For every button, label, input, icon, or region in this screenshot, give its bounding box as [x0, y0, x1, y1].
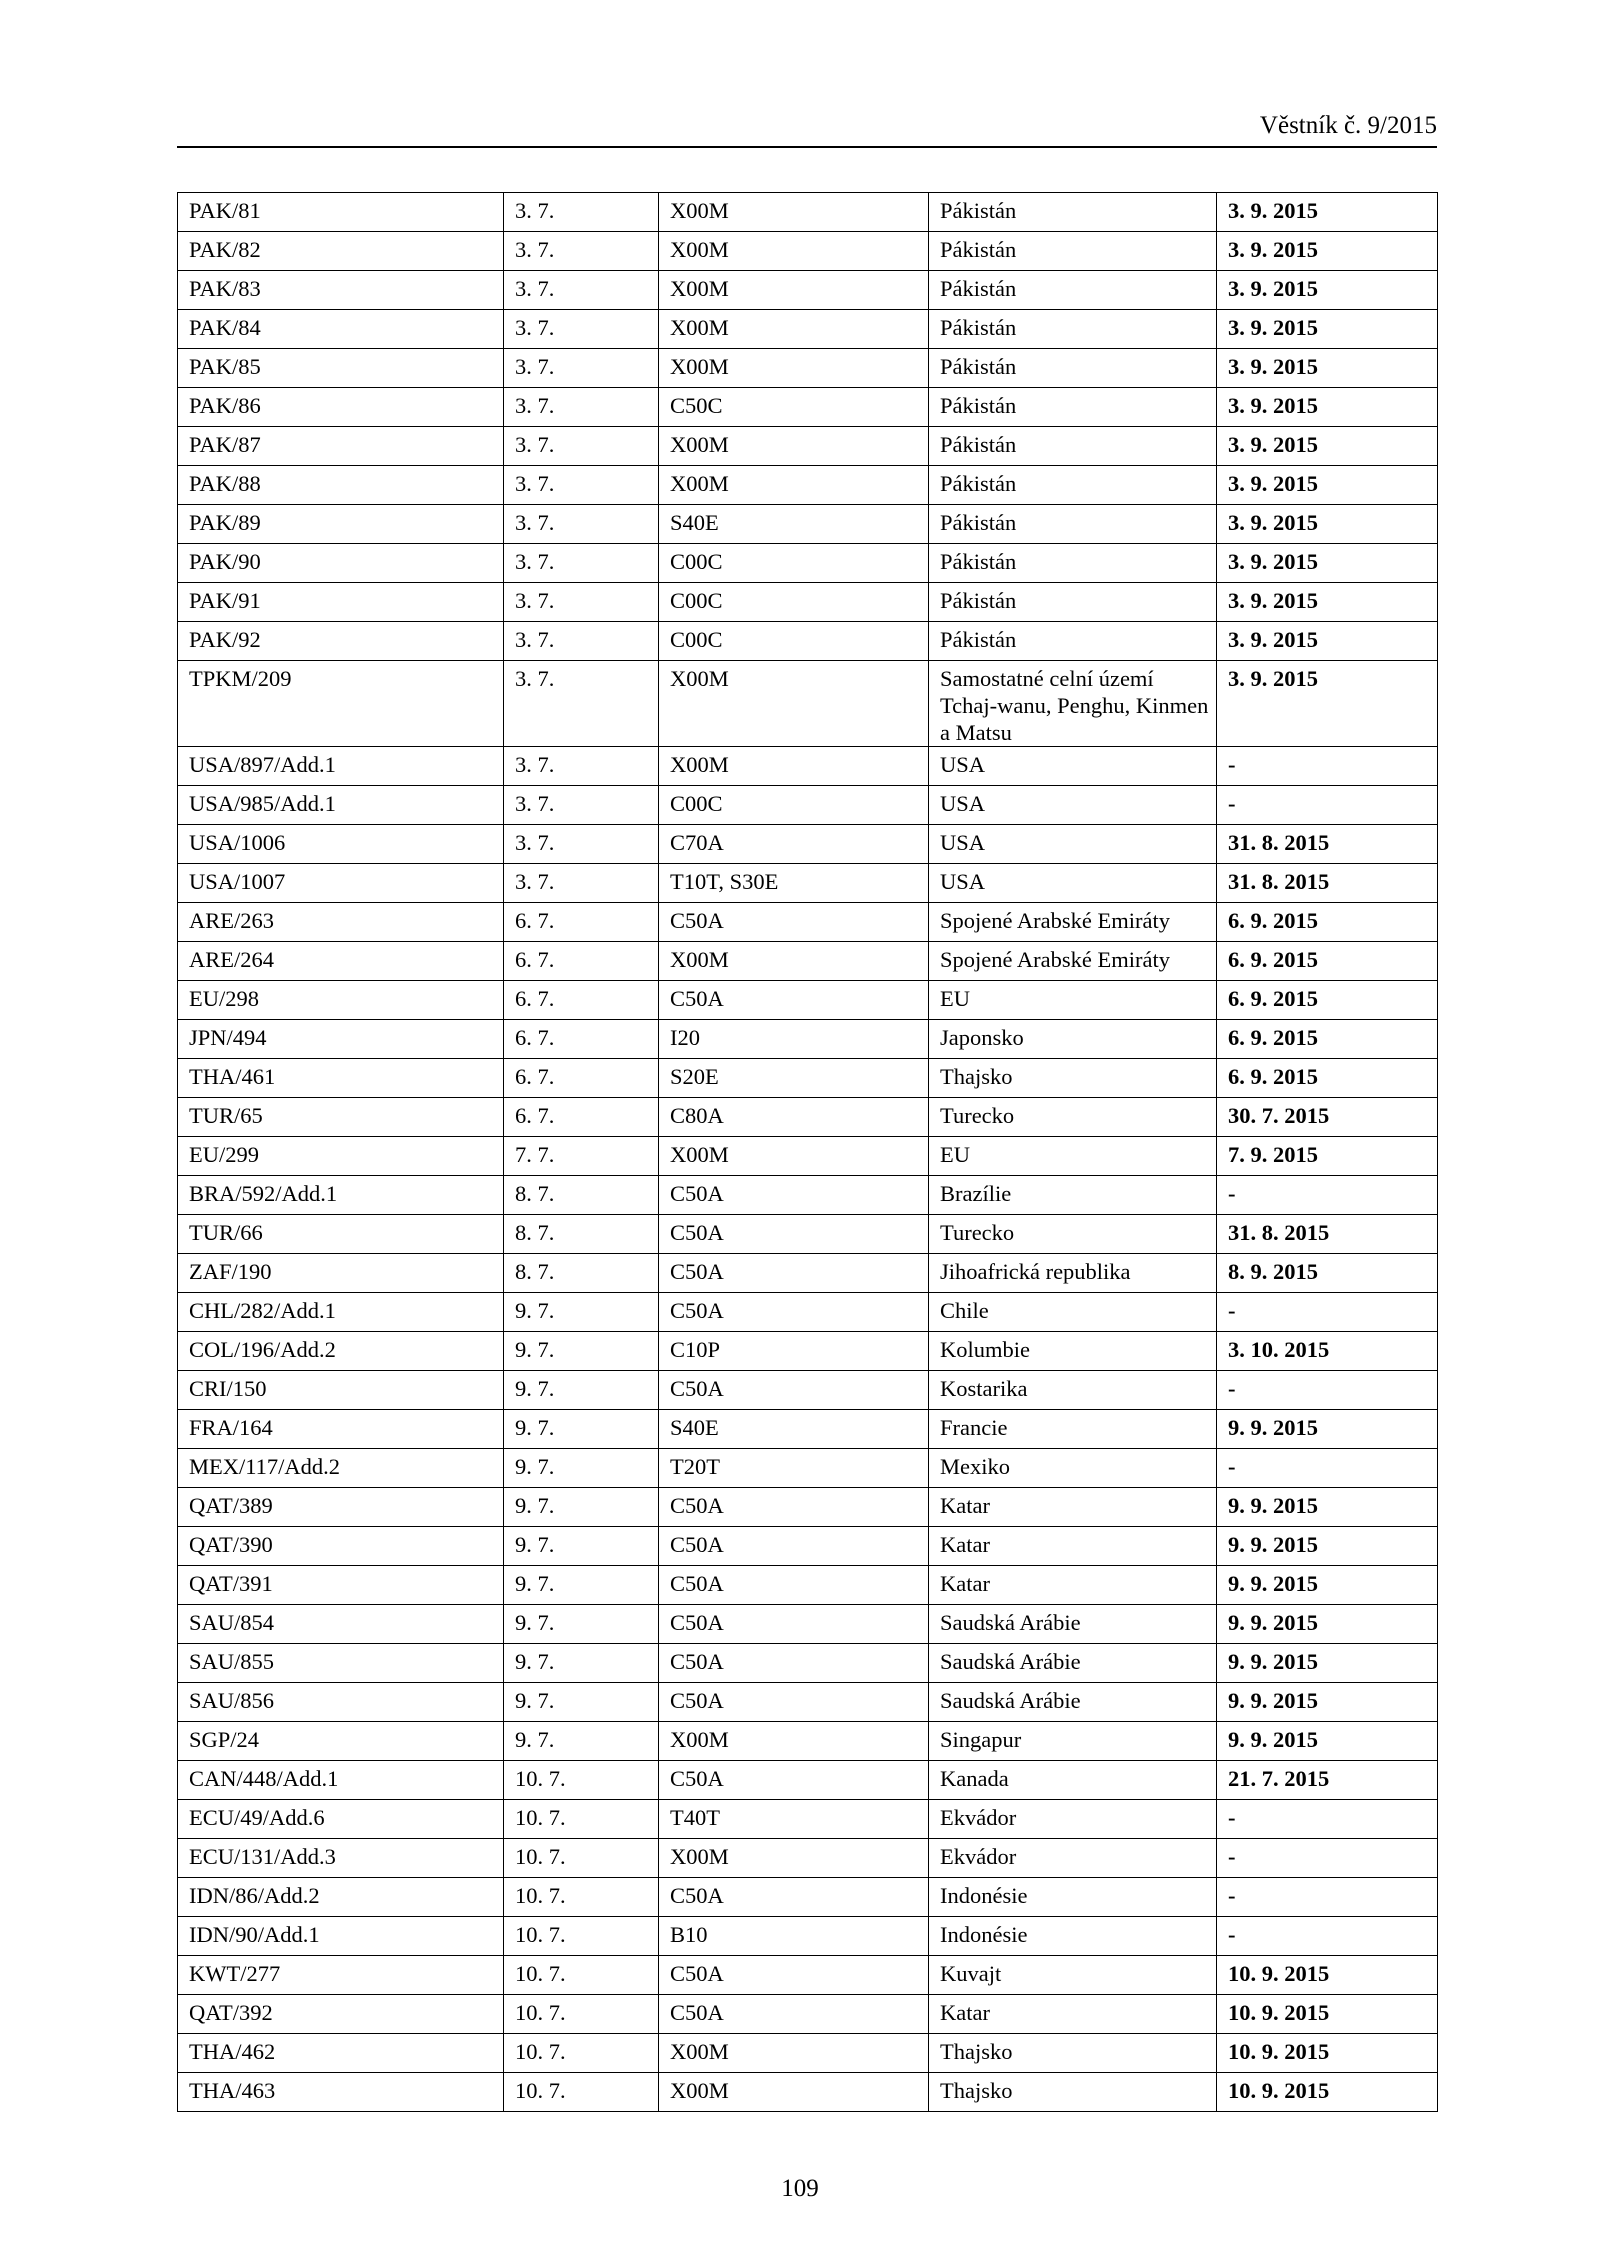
- classification-cell: X00M: [659, 310, 929, 349]
- classification-cell: C80A: [659, 1098, 929, 1137]
- classification-cell: C50A: [659, 1995, 929, 2034]
- notified-date-cell: 10. 7.: [504, 2073, 659, 2112]
- deadline-date-cell: 3. 9. 2015: [1217, 661, 1438, 747]
- classification-cell: T10T, S30E: [659, 864, 929, 903]
- page-number: 109: [781, 2175, 819, 2202]
- notified-date-cell: 8. 7.: [504, 1176, 659, 1215]
- deadline-date-cell: -: [1217, 1176, 1438, 1215]
- document-code-cell: USA/1007: [178, 864, 504, 903]
- classification-cell: X00M: [659, 747, 929, 786]
- table-row: [178, 1059, 1438, 1098]
- header-rule: [177, 146, 1437, 148]
- country-cell: Spojené Arabské Emiráty: [929, 942, 1217, 981]
- country-cell: Pákistán: [929, 310, 1217, 349]
- deadline-date-cell: 9. 9. 2015: [1217, 1410, 1438, 1449]
- classification-cell: C50A: [659, 1605, 929, 1644]
- notified-date-cell: 10. 7.: [504, 1956, 659, 1995]
- classification-cell: C00C: [659, 544, 929, 583]
- deadline-date-cell: 3. 9. 2015: [1217, 622, 1438, 661]
- deadline-date-cell: 10. 9. 2015: [1217, 2073, 1438, 2112]
- classification-cell: X00M: [659, 427, 929, 466]
- deadline-date-cell: 9. 9. 2015: [1217, 1488, 1438, 1527]
- classification-cell: X00M: [659, 2073, 929, 2112]
- country-cell: Chile: [929, 1293, 1217, 1332]
- country-cell: Spojené Arabské Emiráty: [929, 903, 1217, 942]
- classification-cell: C50A: [659, 981, 929, 1020]
- document-code-cell: EU/298: [178, 981, 504, 1020]
- notified-date-cell: 9. 7.: [504, 1449, 659, 1488]
- classification-cell: C00C: [659, 583, 929, 622]
- country-cell: Brazílie: [929, 1176, 1217, 1215]
- deadline-date-cell: -: [1217, 747, 1438, 786]
- notified-date-cell: 6. 7.: [504, 1098, 659, 1137]
- deadline-date-cell: -: [1217, 1800, 1438, 1839]
- table-row: [178, 981, 1438, 1020]
- table-row: [178, 466, 1438, 505]
- country-cell: Pákistán: [929, 427, 1217, 466]
- notified-date-cell: 3. 7.: [504, 466, 659, 505]
- country-cell: Jihoafrická republika: [929, 1254, 1217, 1293]
- notified-date-cell: 9. 7.: [504, 1332, 659, 1371]
- deadline-date-cell: 8. 9. 2015: [1217, 1254, 1438, 1293]
- table-row: [178, 583, 1438, 622]
- country-cell: Kostarika: [929, 1371, 1217, 1410]
- country-cell: Thajsko: [929, 2034, 1217, 2073]
- notified-date-cell: 10. 7.: [504, 1878, 659, 1917]
- document-code-cell: TUR/65: [178, 1098, 504, 1137]
- table-row: [178, 1722, 1438, 1761]
- notified-date-cell: 3. 7.: [504, 544, 659, 583]
- header-title: Věstník č. 9/2015: [1259, 112, 1437, 139]
- document-code-cell: CAN/448/Add.1: [178, 1761, 504, 1800]
- notified-date-cell: 3. 7.: [504, 310, 659, 349]
- classification-cell: X00M: [659, 1839, 929, 1878]
- classification-cell: S40E: [659, 1410, 929, 1449]
- table-row: [178, 427, 1438, 466]
- table-row: [178, 1956, 1438, 1995]
- classification-cell: X00M: [659, 661, 929, 747]
- notified-date-cell: 6. 7.: [504, 1020, 659, 1059]
- country-cell: Indonésie: [929, 1878, 1217, 1917]
- table-row: [178, 747, 1438, 786]
- document-code-cell: ECU/131/Add.3: [178, 1839, 504, 1878]
- country-cell: Kuvajt: [929, 1956, 1217, 1995]
- deadline-date-cell: -: [1217, 786, 1438, 825]
- deadline-date-cell: 3. 9. 2015: [1217, 388, 1438, 427]
- classification-cell: X00M: [659, 1137, 929, 1176]
- deadline-date-cell: 3. 9. 2015: [1217, 583, 1438, 622]
- notified-date-cell: 6. 7.: [504, 942, 659, 981]
- document-code-cell: QAT/391: [178, 1566, 504, 1605]
- country-cell: Katar: [929, 1995, 1217, 2034]
- country-cell: Pákistán: [929, 388, 1217, 427]
- country-cell: Pákistán: [929, 505, 1217, 544]
- deadline-date-cell: 3. 9. 2015: [1217, 544, 1438, 583]
- deadline-date-cell: 6. 9. 2015: [1217, 981, 1438, 1020]
- country-cell: Turecko: [929, 1215, 1217, 1254]
- notified-date-cell: 6. 7.: [504, 1059, 659, 1098]
- country-cell: Pákistán: [929, 193, 1217, 232]
- table-row: [178, 1527, 1438, 1566]
- country-cell: Singapur: [929, 1722, 1217, 1761]
- classification-cell: S20E: [659, 1059, 929, 1098]
- document-code-cell: PAK/86: [178, 388, 504, 427]
- deadline-date-cell: 3. 9. 2015: [1217, 310, 1438, 349]
- classification-cell: C10P: [659, 1332, 929, 1371]
- country-cell: EU: [929, 1137, 1217, 1176]
- document-code-cell: IDN/90/Add.1: [178, 1917, 504, 1956]
- document-code-cell: PAK/87: [178, 427, 504, 466]
- notified-date-cell: 9. 7.: [504, 1683, 659, 1722]
- deadline-date-cell: 3. 9. 2015: [1217, 232, 1438, 271]
- deadline-date-cell: 31. 8. 2015: [1217, 825, 1438, 864]
- country-cell: Katar: [929, 1527, 1217, 1566]
- table-row: [178, 1644, 1438, 1683]
- notified-date-cell: 9. 7.: [504, 1410, 659, 1449]
- deadline-date-cell: 10. 9. 2015: [1217, 2034, 1438, 2073]
- table-row: [178, 2073, 1438, 2112]
- classification-cell: C50C: [659, 388, 929, 427]
- document-code-cell: CHL/282/Add.1: [178, 1293, 504, 1332]
- table-row: [178, 661, 1438, 747]
- deadline-date-cell: 3. 9. 2015: [1217, 193, 1438, 232]
- country-cell: Samostatné celní území Tchaj-wanu, Penghu, Kinmen a Matsu: [929, 661, 1217, 747]
- deadline-date-cell: 31. 8. 2015: [1217, 1215, 1438, 1254]
- table-row: [178, 310, 1438, 349]
- notified-date-cell: 3. 7.: [504, 388, 659, 427]
- table-row: [178, 942, 1438, 981]
- classification-cell: X00M: [659, 2034, 929, 2073]
- classification-cell: X00M: [659, 1722, 929, 1761]
- classification-cell: X00M: [659, 349, 929, 388]
- table-row: [178, 864, 1438, 903]
- document-code-cell: SAU/854: [178, 1605, 504, 1644]
- country-cell: Thajsko: [929, 2073, 1217, 2112]
- country-cell: Pákistán: [929, 466, 1217, 505]
- deadline-date-cell: 6. 9. 2015: [1217, 1059, 1438, 1098]
- document-code-cell: FRA/164: [178, 1410, 504, 1449]
- document-code-cell: ARE/264: [178, 942, 504, 981]
- table-row: [178, 1683, 1438, 1722]
- notified-date-cell: 9. 7.: [504, 1371, 659, 1410]
- deadline-date-cell: 9. 9. 2015: [1217, 1683, 1438, 1722]
- country-cell: Kanada: [929, 1761, 1217, 1800]
- table-row: [178, 232, 1438, 271]
- deadline-date-cell: 7. 9. 2015: [1217, 1137, 1438, 1176]
- table-row: [178, 1995, 1438, 2034]
- table-row: [178, 271, 1438, 310]
- document-code-cell: KWT/277: [178, 1956, 504, 1995]
- notified-date-cell: 6. 7.: [504, 981, 659, 1020]
- table-row: [178, 825, 1438, 864]
- table-row: [178, 622, 1438, 661]
- classification-cell: C50A: [659, 1371, 929, 1410]
- table-row: [178, 1800, 1438, 1839]
- country-cell: Pákistán: [929, 271, 1217, 310]
- document-code-cell: PAK/81: [178, 193, 504, 232]
- notified-date-cell: 9. 7.: [504, 1488, 659, 1527]
- document-code-cell: TPKM/209: [178, 661, 504, 747]
- deadline-date-cell: -: [1217, 1371, 1438, 1410]
- table-row: [178, 193, 1438, 232]
- country-cell: Pákistán: [929, 583, 1217, 622]
- notified-date-cell: 9. 7.: [504, 1527, 659, 1566]
- classification-cell: C50A: [659, 1644, 929, 1683]
- notified-date-cell: 10. 7.: [504, 2034, 659, 2073]
- document-code-cell: USA/985/Add.1: [178, 786, 504, 825]
- classification-cell: C50A: [659, 1293, 929, 1332]
- notified-date-cell: 3. 7.: [504, 747, 659, 786]
- deadline-date-cell: -: [1217, 1839, 1438, 1878]
- table-row: [178, 1488, 1438, 1527]
- notified-date-cell: 3. 7.: [504, 193, 659, 232]
- classification-cell: X00M: [659, 232, 929, 271]
- document-code-cell: QAT/389: [178, 1488, 504, 1527]
- notified-date-cell: 3. 7.: [504, 232, 659, 271]
- table-row: [178, 505, 1438, 544]
- notified-date-cell: 3. 7.: [504, 661, 659, 747]
- notified-date-cell: 10. 7.: [504, 1995, 659, 2034]
- country-cell: Pákistán: [929, 544, 1217, 583]
- document-code-cell: SGP/24: [178, 1722, 504, 1761]
- classification-cell: X00M: [659, 466, 929, 505]
- deadline-date-cell: 3. 9. 2015: [1217, 505, 1438, 544]
- document-code-cell: PAK/88: [178, 466, 504, 505]
- document-code-cell: SAU/855: [178, 1644, 504, 1683]
- notified-date-cell: 9. 7.: [504, 1644, 659, 1683]
- country-cell: Ekvádor: [929, 1800, 1217, 1839]
- document-code-cell: QAT/390: [178, 1527, 504, 1566]
- country-cell: Kolumbie: [929, 1332, 1217, 1371]
- notified-date-cell: 3. 7.: [504, 427, 659, 466]
- document-code-cell: CRI/150: [178, 1371, 504, 1410]
- notified-date-cell: 3. 7.: [504, 864, 659, 903]
- deadline-date-cell: 6. 9. 2015: [1217, 942, 1438, 981]
- country-cell: Katar: [929, 1566, 1217, 1605]
- deadline-date-cell: -: [1217, 1917, 1438, 1956]
- document-code-cell: THA/463: [178, 2073, 504, 2112]
- classification-cell: B10: [659, 1917, 929, 1956]
- table-row: [178, 544, 1438, 583]
- country-cell: Japonsko: [929, 1020, 1217, 1059]
- document-code-cell: PAK/84: [178, 310, 504, 349]
- table-row: [178, 1293, 1438, 1332]
- country-cell: USA: [929, 864, 1217, 903]
- deadline-date-cell: 9. 9. 2015: [1217, 1644, 1438, 1683]
- deadline-date-cell: 30. 7. 2015: [1217, 1098, 1438, 1137]
- deadline-date-cell: -: [1217, 1449, 1438, 1488]
- document-code-cell: MEX/117/Add.2: [178, 1449, 504, 1488]
- notified-date-cell: 9. 7.: [504, 1566, 659, 1605]
- document-code-cell: JPN/494: [178, 1020, 504, 1059]
- table-row: [178, 1566, 1438, 1605]
- table-row: [178, 1605, 1438, 1644]
- table-row: [178, 349, 1438, 388]
- country-cell: USA: [929, 825, 1217, 864]
- table-row: [178, 1332, 1438, 1371]
- document-code-cell: THA/462: [178, 2034, 504, 2073]
- document-code-cell: IDN/86/Add.2: [178, 1878, 504, 1917]
- deadline-date-cell: 3. 10. 2015: [1217, 1332, 1438, 1371]
- table-row: [178, 1839, 1438, 1878]
- country-cell: Katar: [929, 1488, 1217, 1527]
- document-code-cell: COL/196/Add.2: [178, 1332, 504, 1371]
- classification-cell: C00C: [659, 786, 929, 825]
- document-code-cell: THA/461: [178, 1059, 504, 1098]
- classification-cell: C50A: [659, 1527, 929, 1566]
- document-code-cell: PAK/82: [178, 232, 504, 271]
- classification-cell: X00M: [659, 193, 929, 232]
- notified-date-cell: 3. 7.: [504, 505, 659, 544]
- country-cell: Pákistán: [929, 232, 1217, 271]
- document-code-cell: PAK/85: [178, 349, 504, 388]
- notified-date-cell: 10. 7.: [504, 1761, 659, 1800]
- table-row: [178, 1020, 1438, 1059]
- notified-date-cell: 10. 7.: [504, 1800, 659, 1839]
- classification-cell: C00C: [659, 622, 929, 661]
- classification-cell: C50A: [659, 1254, 929, 1293]
- notified-date-cell: 10. 7.: [504, 1839, 659, 1878]
- document-code-cell: PAK/83: [178, 271, 504, 310]
- document-code-cell: PAK/89: [178, 505, 504, 544]
- table-row: [178, 1878, 1438, 1917]
- country-cell: EU: [929, 981, 1217, 1020]
- deadline-date-cell: 3. 9. 2015: [1217, 349, 1438, 388]
- country-cell: Pákistán: [929, 622, 1217, 661]
- country-cell: Francie: [929, 1410, 1217, 1449]
- classification-cell: C70A: [659, 825, 929, 864]
- table-row: [178, 388, 1438, 427]
- document-code-cell: EU/299: [178, 1137, 504, 1176]
- classification-cell: S40E: [659, 505, 929, 544]
- table-body: [178, 193, 1438, 2112]
- table-row: [178, 1176, 1438, 1215]
- document-code-cell: ECU/49/Add.6: [178, 1800, 504, 1839]
- deadline-date-cell: 9. 9. 2015: [1217, 1566, 1438, 1605]
- classification-cell: C50A: [659, 1566, 929, 1605]
- deadline-date-cell: -: [1217, 1293, 1438, 1332]
- country-cell: Saudská Arábie: [929, 1683, 1217, 1722]
- country-cell: USA: [929, 747, 1217, 786]
- document-code-cell: ZAF/190: [178, 1254, 504, 1293]
- document-code-cell: PAK/90: [178, 544, 504, 583]
- notified-date-cell: 8. 7.: [504, 1254, 659, 1293]
- classification-cell: C50A: [659, 903, 929, 942]
- classification-cell: T20T: [659, 1449, 929, 1488]
- country-cell: Turecko: [929, 1098, 1217, 1137]
- deadline-date-cell: 9. 9. 2015: [1217, 1527, 1438, 1566]
- country-cell: Mexiko: [929, 1449, 1217, 1488]
- country-cell: Thajsko: [929, 1059, 1217, 1098]
- document-code-cell: QAT/392: [178, 1995, 504, 2034]
- notified-date-cell: 3. 7.: [504, 786, 659, 825]
- country-cell: Indonésie: [929, 1917, 1217, 1956]
- deadline-date-cell: 10. 9. 2015: [1217, 1956, 1438, 1995]
- notified-date-cell: 3. 7.: [504, 583, 659, 622]
- country-cell: Saudská Arábie: [929, 1644, 1217, 1683]
- table-row: [178, 1917, 1438, 1956]
- document-code-cell: USA/897/Add.1: [178, 747, 504, 786]
- deadline-date-cell: 6. 9. 2015: [1217, 903, 1438, 942]
- notified-date-cell: 10. 7.: [504, 1917, 659, 1956]
- document-code-cell: PAK/91: [178, 583, 504, 622]
- table-row: [178, 786, 1438, 825]
- table-row: [178, 1098, 1438, 1137]
- deadline-date-cell: 9. 9. 2015: [1217, 1605, 1438, 1644]
- document-code-cell: USA/1006: [178, 825, 504, 864]
- classification-cell: T40T: [659, 1800, 929, 1839]
- classification-cell: C50A: [659, 1488, 929, 1527]
- document-code-cell: BRA/592/Add.1: [178, 1176, 504, 1215]
- deadline-date-cell: 6. 9. 2015: [1217, 1020, 1438, 1059]
- notified-date-cell: 9. 7.: [504, 1293, 659, 1332]
- table-row: [178, 1371, 1438, 1410]
- table-row: [178, 903, 1438, 942]
- deadline-date-cell: 9. 9. 2015: [1217, 1722, 1438, 1761]
- table-row: [178, 1761, 1438, 1800]
- classification-cell: C50A: [659, 1683, 929, 1722]
- document-code-cell: SAU/856: [178, 1683, 504, 1722]
- notified-date-cell: 9. 7.: [504, 1722, 659, 1761]
- document-code-cell: PAK/92: [178, 622, 504, 661]
- notified-date-cell: 6. 7.: [504, 903, 659, 942]
- table-row: [178, 1137, 1438, 1176]
- deadline-date-cell: 3. 9. 2015: [1217, 271, 1438, 310]
- classification-cell: C50A: [659, 1956, 929, 1995]
- classification-cell: C50A: [659, 1215, 929, 1254]
- notification-table: [177, 192, 1438, 2112]
- notified-date-cell: 3. 7.: [504, 825, 659, 864]
- table-row: [178, 1215, 1438, 1254]
- country-cell: Pákistán: [929, 349, 1217, 388]
- notified-date-cell: 3. 7.: [504, 622, 659, 661]
- classification-cell: C50A: [659, 1761, 929, 1800]
- deadline-date-cell: 10. 9. 2015: [1217, 1995, 1438, 2034]
- deadline-date-cell: 31. 8. 2015: [1217, 864, 1438, 903]
- deadline-date-cell: 21. 7. 2015: [1217, 1761, 1438, 1800]
- deadline-date-cell: -: [1217, 1878, 1438, 1917]
- notified-date-cell: 3. 7.: [504, 271, 659, 310]
- country-cell: Saudská Arábie: [929, 1605, 1217, 1644]
- country-cell: USA: [929, 786, 1217, 825]
- classification-cell: I20: [659, 1020, 929, 1059]
- notified-date-cell: 3. 7.: [504, 349, 659, 388]
- notified-date-cell: 7. 7.: [504, 1137, 659, 1176]
- notified-date-cell: 8. 7.: [504, 1215, 659, 1254]
- deadline-date-cell: 3. 9. 2015: [1217, 466, 1438, 505]
- table-row: [178, 2034, 1438, 2073]
- country-cell: Ekvádor: [929, 1839, 1217, 1878]
- document-code-cell: ARE/263: [178, 903, 504, 942]
- notified-date-cell: 9. 7.: [504, 1605, 659, 1644]
- classification-cell: X00M: [659, 271, 929, 310]
- table-row: [178, 1449, 1438, 1488]
- document-code-cell: TUR/66: [178, 1215, 504, 1254]
- classification-cell: X00M: [659, 942, 929, 981]
- deadline-date-cell: 3. 9. 2015: [1217, 427, 1438, 466]
- table-row: [178, 1254, 1438, 1293]
- classification-cell: C50A: [659, 1878, 929, 1917]
- classification-cell: C50A: [659, 1176, 929, 1215]
- table-row: [178, 1410, 1438, 1449]
